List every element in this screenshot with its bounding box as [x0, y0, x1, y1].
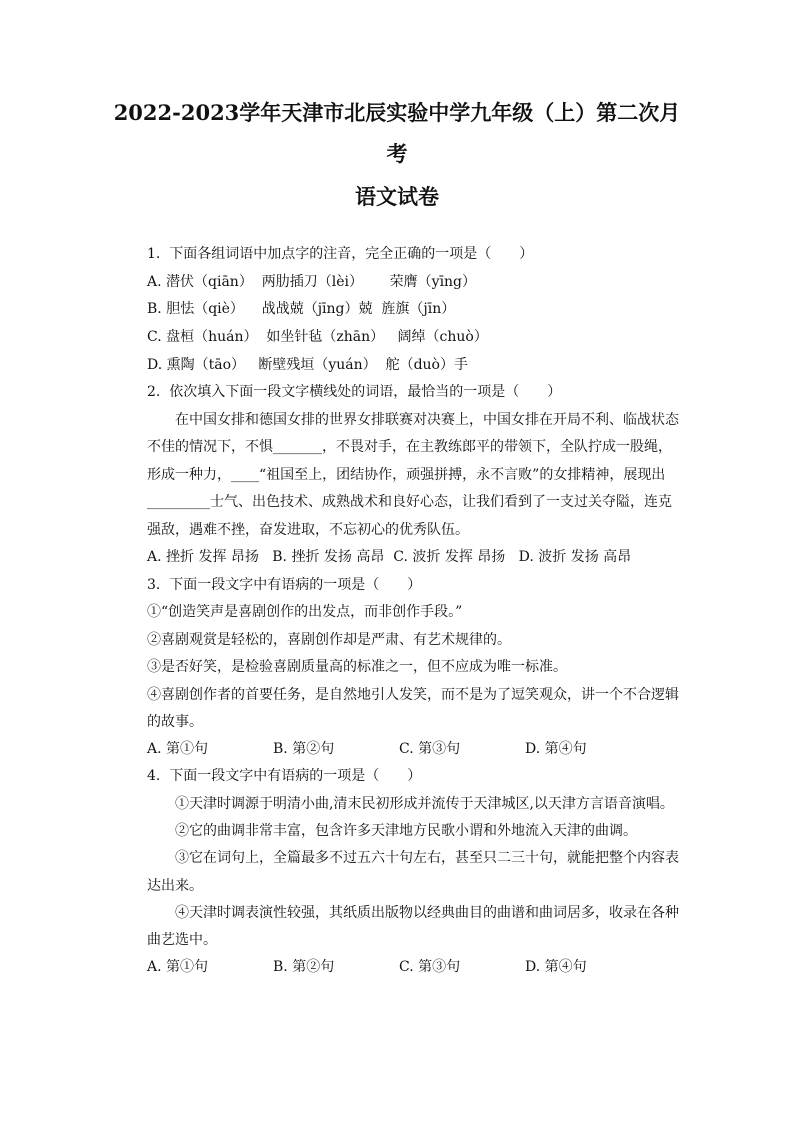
q2-passage-line3: 形成一种力，____“祖国至上，团结协作，顽强拼搏，永不言败”的女排精神，展现出 [147, 467, 666, 483]
q1-option-a: A. 潜伏（qiān） 两肋插刀（lèi） 荣膺（yīng） [147, 274, 477, 290]
exam-title-line2: 考 [386, 141, 408, 166]
q3-sentence-4a: ④喜剧创作者的首要任务，是自然地引人发笑，而不是为了逗笑观众，讲一个不合逻辑 [147, 687, 679, 703]
q3-option-d: D. 第④句 [525, 741, 587, 757]
q2-passage-line2: 不佳的情况下，不惧_______，不畏对手，在主教练郎平的带领下，全队拧成一股绳， [147, 439, 672, 455]
q3-sentence-3: ③是否好笑，是检验喜剧质量高的标准之一，但不应成为唯一标准。 [147, 659, 567, 675]
q4-sentence-1: ①天津时调源于明清小曲,清末民初形成并流传于天津城区,以天津方言语音演唱。 [175, 796, 674, 812]
q1-option-b: B. 胆怯（qiè） 战战兢（jīng）兢 旌旗（jīn） [147, 301, 456, 317]
q4-sentence-4b: 曲艺选中。 [147, 932, 217, 948]
q3-sentence-2: ②喜剧观赏是轻松的，喜剧创作却是严肃、有艺术规律的。 [147, 632, 511, 648]
q4-sentence-4a: ④天津时调表演性较强，其纸质出版物以经典曲目的曲谱和曲词居多，收录在各种 [175, 905, 679, 921]
q2-stem: 2. 依次填入下面一段文字横线处的词语，最恰当的一项是（ ） [147, 384, 562, 400]
q4-option-c: C. 第③句 [399, 959, 461, 975]
q4-option-b: B. 第②句 [273, 959, 335, 975]
q4-sentence-3a: ③它在词句上，全篇最多不过五六十句左右，甚至只二三十句，就能把整个内容表 [175, 850, 679, 866]
q4-sentence-3b: 达出来。 [147, 878, 203, 894]
q2-passage-line5: 强敌，遇难不挫，奋发进取，不忘初心的优秀队伍。 [147, 522, 469, 538]
q3-sentence-4b: 的故事。 [147, 714, 203, 730]
q4-stem: 4. 下面一段文字中有语病的一项是（ ） [147, 768, 422, 784]
q4-option-d: D. 第④句 [525, 959, 587, 975]
exam-title-line1: 2022-2023学年天津市北辰实验中学九年级（上）第二次月 [113, 100, 681, 125]
q1-option-d: D. 熏陶（tāo） 断壁残垣（yuán） 舵（duò）手 [147, 357, 468, 373]
q3-option-a: A. 第①句 [147, 741, 209, 757]
q2-options: A. 挫折 发挥 昂扬 B. 挫折 发扬 高昂 C. 波折 发挥 昂扬 D. 波折 发扬 高昂 [147, 549, 632, 565]
q1-option-c: C. 盘桓（huán） 如坐针毡（zhān） 阔绰（chuò） [147, 329, 488, 345]
q3-stem: 3. 下面一段文字中有语病的一项是（ ） [147, 577, 422, 593]
q4-option-a: A. 第①句 [147, 959, 209, 975]
exam-subtitle: 语文试卷 [355, 184, 439, 209]
q2-passage-line1: 在中国女排和德国女排的世界女排联赛对决赛上，中国女排在开局不利、临战状态 [175, 412, 679, 428]
q2-passage-line4: _________士气、出色技术、成熟战术和良好心态，让我们看到了一支过关夺隘，连克 [147, 494, 672, 510]
q3-option-b: B. 第②句 [273, 741, 335, 757]
q1-stem: 1. 下面各组词语中加点字的注音，完全正确的一项是（ ） [147, 246, 534, 262]
q3-sentence-1: ①“创造笑声是喜剧创作的出发点，而非创作手段。” [147, 604, 463, 620]
q3-option-c: C. 第③句 [399, 741, 461, 757]
q4-sentence-2: ②它的曲调非常丰富，包含许多天津地方民歌小谓和外地流入天津的曲调。 [175, 823, 637, 839]
